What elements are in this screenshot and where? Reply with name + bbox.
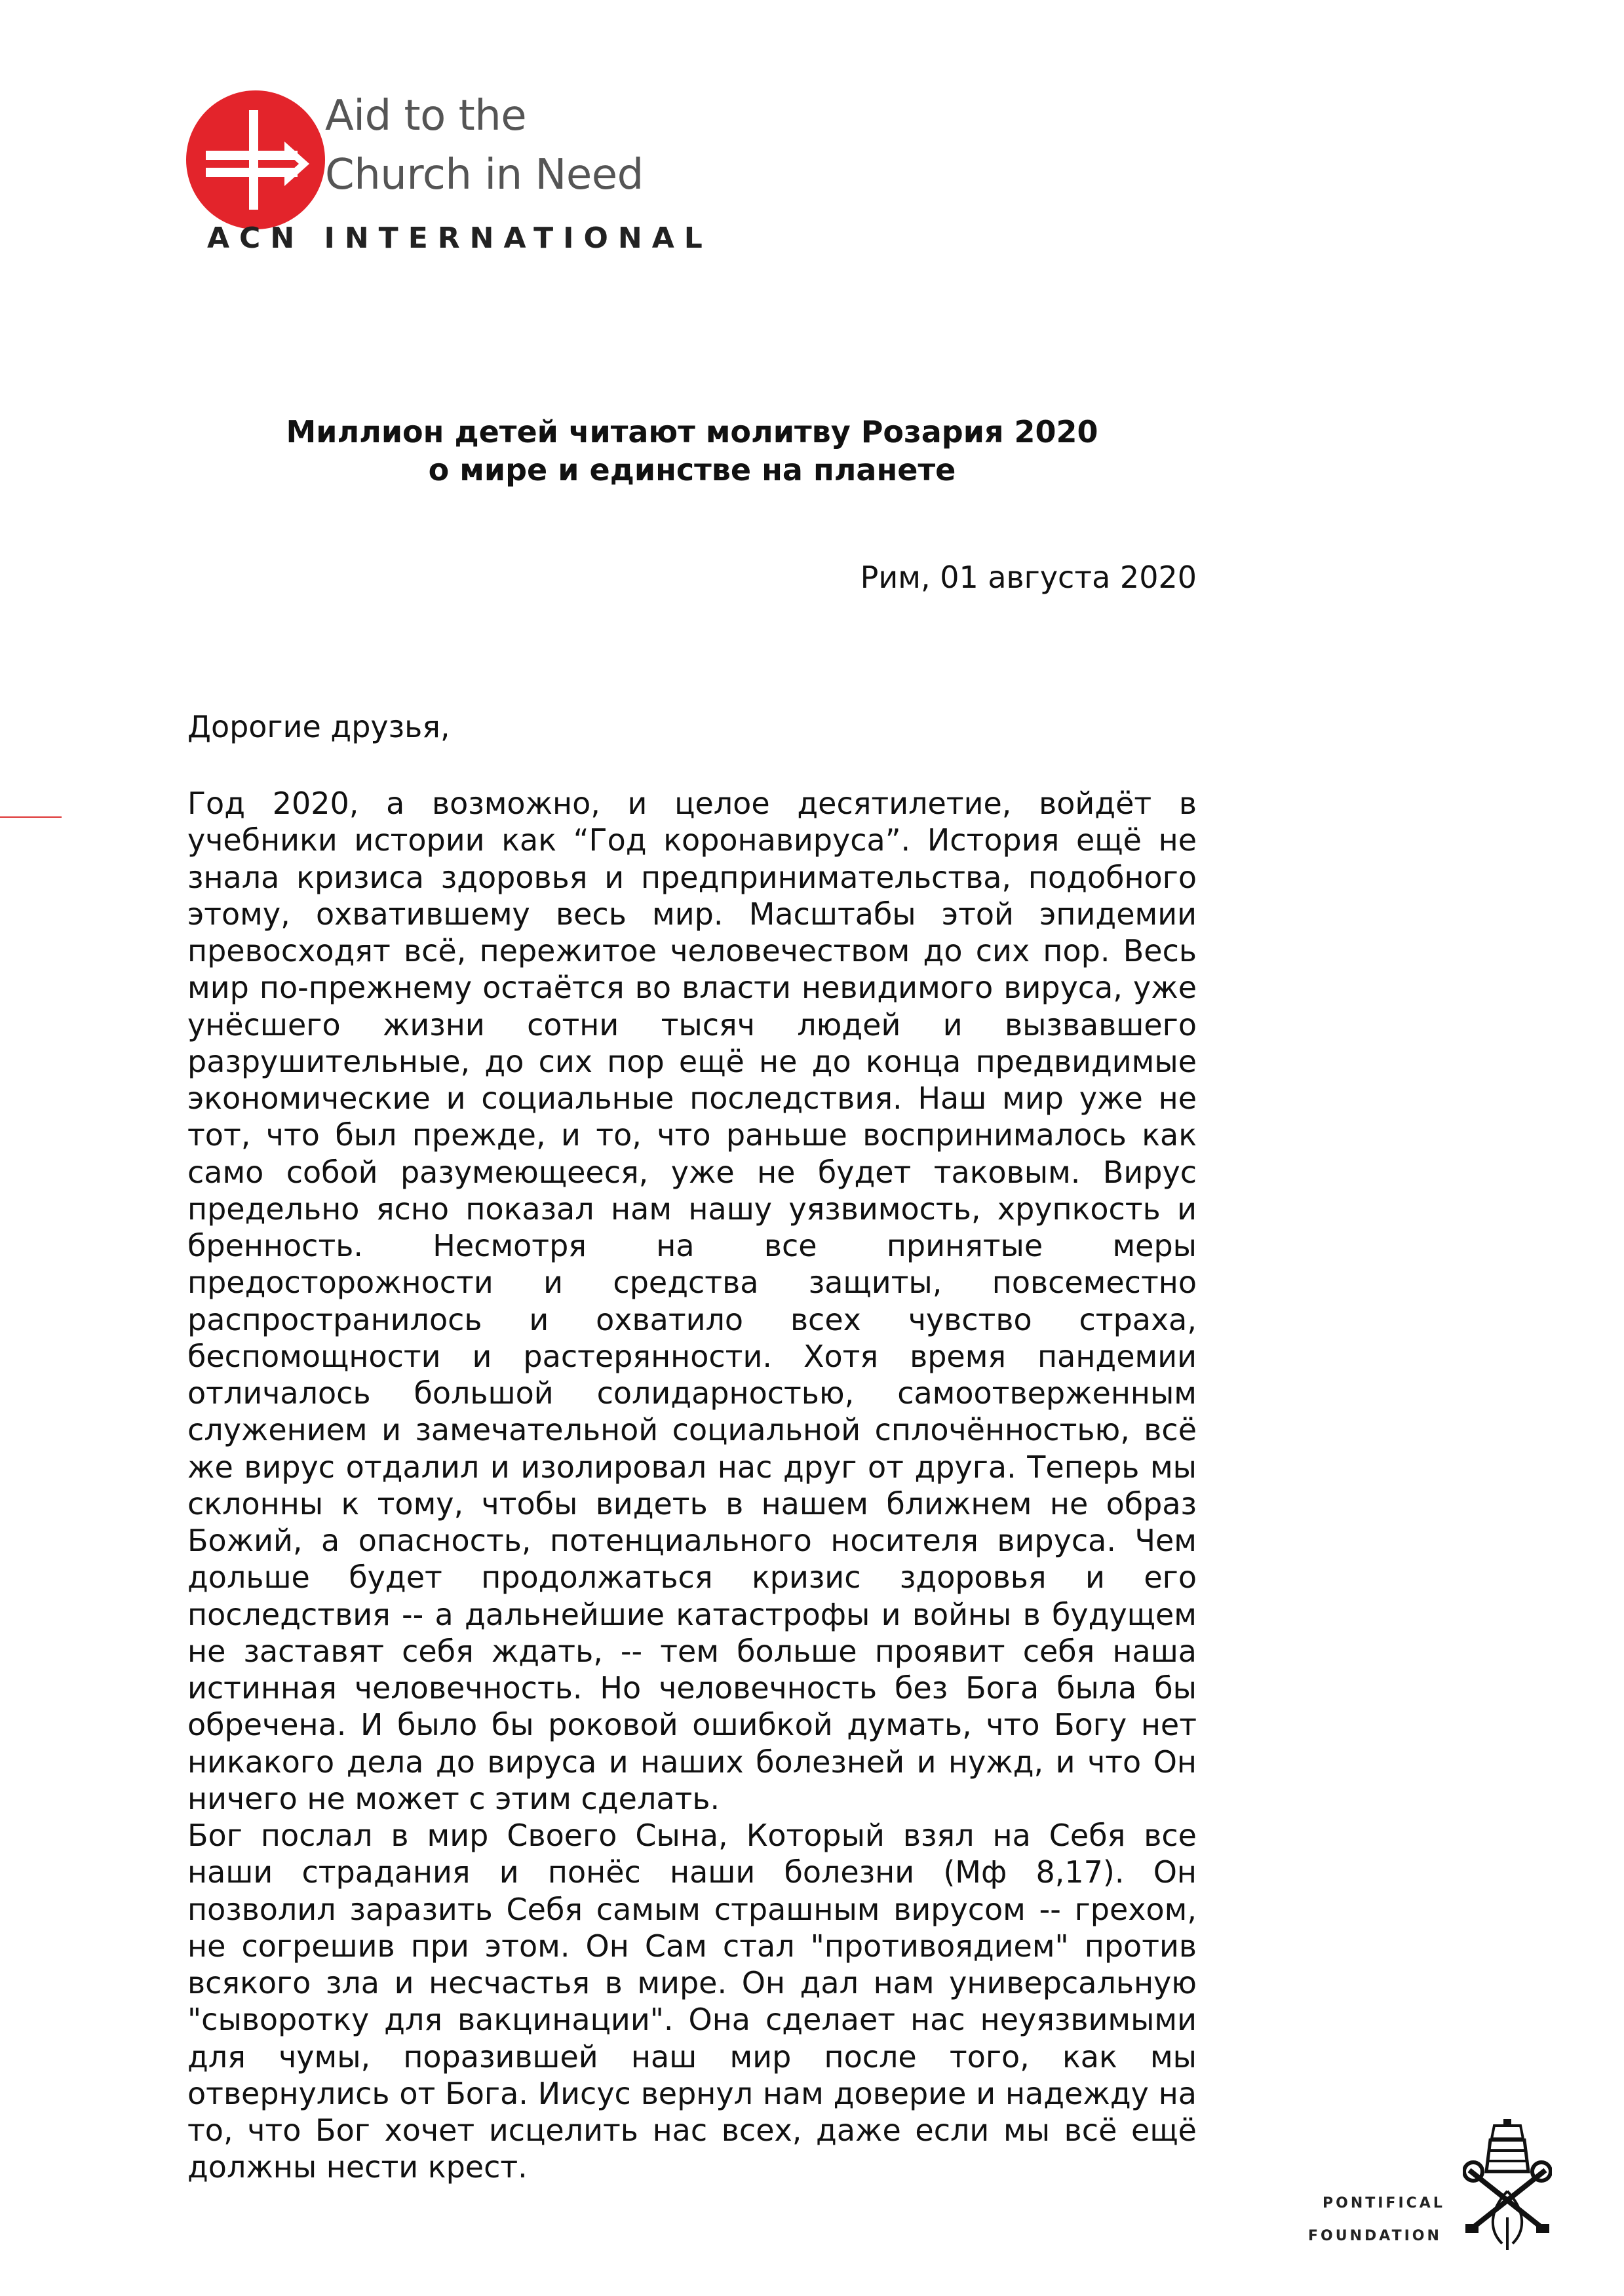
footer-line-1: PONTIFICAL [1323,2195,1445,2211]
body-paragraph-2: Бог послал в мир Своего Сына, Который взял на Себя все наши страдания и понёс наши болезни (Мф 8,17). Он позволил заразить Себя самым страшным вирусом -- грехом, не согрешив при этом. Он Сам стал "противоядием" против всякого зла и несчастья в мире. Он дал нам универсальную "сыворотку для вакцинации". Она сделает нас неуязвимыми для чумы, поразившей наш мир после того, как мы отвернулись от Бога. Иисус вернул нам доверие и надежду на то, что Бог хочет исцелить нас всех, даже если мы всё ещё должны нести крест. [187,1818,1197,2185]
footer-line-2: FOUNDATION [1308,2228,1442,2244]
fold-mark [0,816,62,818]
acn-logo [186,90,710,267]
greeting: Дорогие друзья, [187,709,450,744]
papal-crest-icon [1463,2119,1552,2250]
dateline: Рим, 01 августа 2020 [860,560,1197,595]
logo-name-line2: Church in Need [325,151,644,199]
title-line-2: о мире и единстве на планете [428,452,956,488]
document-title [187,413,1197,489]
logo-subtitle: ACN INTERNATIONAL [207,221,712,255]
acn-cross-logo-icon [186,90,325,229]
logo-name-line1: Aid to the [325,92,527,140]
title-line-1: Миллион детей читают молитву Розария 2020 [286,414,1098,450]
body-paragraph-1: Год 2020, а возможно, и целое десятилетие, войдёт в учебники истории как “Год коронавируса”. История ещё не знала кризиса здоровья и предпринимательства, подобного этому, охватившему весь мир. Масштабы этой эпидемии превосходят всё, пережитое человечеством до сих пор. Весь мир по-прежнему остаётся во власти невидимого вируса, уже унёсшего жизни сотни тысяч людей и вызвавшего разрушительные, до сих пор ещё не до конца предвидимые экономические и социальные последствия. Наш мир уже не тот, что был прежде, и то, что раньше воспринималось как само собой разумеющееся, уже не будет таковым. Вирус предельно ясно показал нам нашу уязвимость, хрупкость и бренность. Несмотря на все принятые меры предосторожности и средства защиты, повсеместно распространилось и охватило всех чувство страха, беспомощности и растерянности. Хотя время пандемии отличалось большой солидарностью, самоотверженным служением и замечательной социальной сплочённостью, всё же вирус отдалил и изолировал нас друг от друга. Теперь мы склонны к тому, чтобы видеть в нашем ближнем не образ Божий, а опасность, потенциального носителя вируса. Чем дольше будет продолжаться кризис здоровья и его последствия -- а дальнейшие катастрофы и войны в будущем не заставят себя ждать, -- тем больше проявит себя наша истинная человечность. Но человечность без Бога была бы обречена. И было бы роковой ошибкой думать, что Богу нет никакого дела до вируса и наших болезней и нужд, и что Он ничего не может с этим сделать. [187,786,1197,1816]
pontifical-foundation-footer [1308,2174,1590,2279]
